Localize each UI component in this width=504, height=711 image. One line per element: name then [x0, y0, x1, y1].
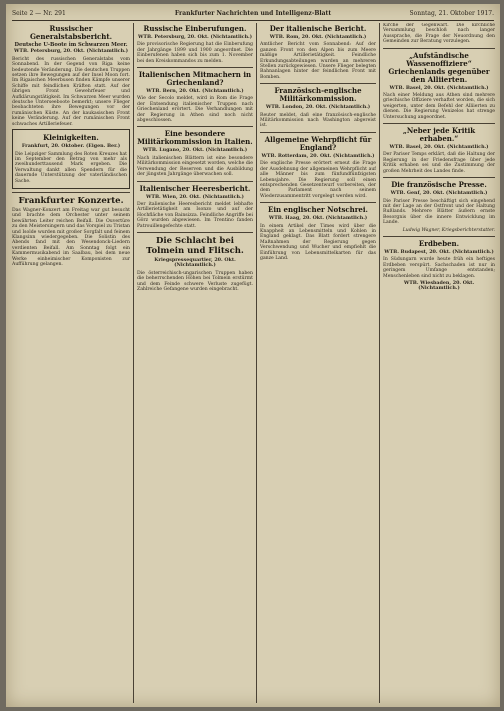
article-dateline: WTB. Genf, 20. Okt. (Nichtamtlich.): [390, 190, 488, 197]
article-body: In Südungarn wurde heute früh ein heftiges Erdbeben verspürt. Sachschaden ist nur in geringem Umfange entstanden; Menschenleben sind nicht zu beklagen.: [383, 257, 495, 279]
article-body: Nach einer Meldung aus Athen sind mehrere griechische Offiziere verhaftet worden, die sich weigerten, unter dem Befehl der Alliierten zu dienen. Die Regierung Venizelos hat strenge Untersuchung angeordnet.: [383, 93, 495, 120]
article-dateline: WTB. Bern, 20. Okt. (Nichtamtlich.): [146, 88, 244, 95]
article-headline: Russische Einberufungen.: [143, 24, 247, 33]
article-body: Die englische Presse erörtert erneut die Frage der Ausdehnung der allgemeinen Wehrpflicht auf alle Männer bis zum fünfundfünfzigsten Lebensjahre. Die Regierung soll einen entsprechenden Gesetzentwurf vorbereiten, der dem Parlament nach seinem Wiederzusammentritt vorgelegt werden wird.: [260, 161, 376, 199]
article-headline: Ein englischer Notschrei.: [268, 205, 368, 215]
column-1: [12, 23, 130, 703]
section-divider: [383, 236, 495, 237]
section-divider: [260, 132, 376, 133]
article-body: Die provisorische Regierung hat die Einberufung der Jahrgänge 1899 und 1900 angeordnet. Die Einberufenen haben sich bis zum 1. November bei den Kreiskommandos zu melden.: [137, 42, 253, 64]
article-dateline: WTB. Rom, 20. Okt. (Nichtamtlich.): [269, 34, 367, 40]
article-body: Nach italienischen Blättern ist eine besondere Militärkommission eingesetzt worden, welche die Verwendung der Reserven und die Ausbildung der jüngsten Jahrgänge überwachen soll.: [137, 155, 253, 178]
article-dateline: WTB. Petersburg, 20. Okt. (Nichtamtlich.): [137, 34, 252, 40]
section-divider: [137, 67, 253, 68]
section-divider: [12, 192, 130, 193]
article-body: Wie der Secolo meldet, wird in Rom die Frage der Entsendung italienischer Truppen nach Griechenland erörtert. Die Verhandlungen mit der Regierung in Athen sind noch nicht abgeschlossen.: [137, 96, 253, 124]
article-dateline: Kriegspressequartier, 20. Okt. (Nichtamtlich.): [154, 256, 236, 269]
article-body: Amtlicher Bericht vom Sonnabend: Auf der ganzen Front von den Alpen bis zum Meere mäßige Artillerietätigkeit. Feindliche Erkundungsabteilungen wurden an mehreren Stellen zurückgewiesen. Unsere Flieger belegten Bahnanlagen hinter der feindlichen Front mit Bomben.: [260, 42, 376, 80]
boxed-notice: [12, 129, 130, 189]
article-body: Reuter meldet, daß eine französisch-englische Militärkommission nach Washington abgereist ist.: [260, 112, 376, 129]
article-body: In einem Artikel der Times wird über die Knappheit an Lebensmitteln und Kohlen in England geklagt. Das Blatt fordert strengere Maßnahmen der Regierung gegen Verschwendung und Wucher und empfiehlt die Einführung von Lebensmittelkarten für das ganze Land.: [260, 223, 376, 261]
article-dateline: WTB. Budapest, 20. Okt. (Nichtamtlich.): [384, 248, 494, 255]
issue-date: Sonntag, 21. Oktober 1917.: [409, 10, 494, 17]
article-headline: Die Schlacht bei Tolmein und Flitsch.: [146, 235, 244, 256]
article-body: Die österreichisch-ungarischen Truppen haben die beherrschenden Höhen bei Tolmein erstürmt und dem Feinde schwere Verluste zugefügt. Zahlreiche Gefangene wurden eingebracht.: [137, 270, 253, 292]
section-divider: [383, 123, 495, 124]
notice-body: Die Leipziger Sammlung des Roten Kreuzes hat im September den Betrag von mehr als zweihunderttausend Mark ergeben. Die Verwaltung dankt allen Spendern für die dauernde Unterstützung der vaterländischen Sache.: [15, 151, 127, 184]
section-divider: [383, 177, 495, 178]
column-rule: [256, 23, 257, 703]
section-divider: [137, 232, 253, 233]
article-dateline: WTB. Wien, 20. Okt. (Nichtamtlich.): [146, 193, 244, 200]
section-divider: [137, 181, 253, 182]
column-3: [260, 23, 376, 703]
article-headline: Allgemeine Wehrpflicht für England?: [264, 134, 372, 152]
article-dateline: WTB. Basel, 20. Okt. (Nichtamtlich.): [389, 84, 489, 91]
article-headline: Italienischer Heeresbericht.: [139, 183, 251, 193]
newspaper-page: [6, 4, 500, 707]
notice-headline: Kleinigkeiten.: [43, 133, 99, 143]
article-dateline: WTB. Haag, 20. Okt. (Nichtamtlich.): [268, 215, 368, 222]
section-divider: [260, 83, 376, 84]
column-rule: [379, 23, 380, 703]
section-divider: [383, 48, 495, 49]
section-divider: [260, 202, 376, 203]
article-headline: Der italienische Bericht.: [269, 24, 367, 33]
article-headline: Die französische Presse.: [391, 180, 487, 190]
article-body: Das Wagner-Konzert am Freitag war gut besucht und brachte dem Orchester unter seinem bewährten Leiter reichen Beifall. Die Ouvertüre zu den Meistersingern und das Vorspiel zu Tristan und Isolde wurden mit großer Sorgfalt und feinem Klangsinn wiedergegeben. Die Solistin des Abends fand mit den Wesendonck-Liedern verdienten Beifall. Am Sonntag folgt ein Kammermusikabend im Saalbau, bei dem neue Werke einheimischer Komponisten zur Aufführung gelangen.: [12, 207, 130, 267]
column-rule: [133, 23, 134, 703]
article-body: Der italienische Heeresbericht meldet lebhafte Artillerietätigkeit am Isonzo und auf der Hochfläche von Bainsizza. Feindliche Angriffe bei Görz wurden abgewiesen. Im Trentino fanden Patrouillengefechte statt.: [137, 201, 253, 229]
newspaper-title: Frankfurter Nachrichten und Intelligenz-Blatt: [174, 10, 332, 17]
article-body: Der Pariser Temps erklärt, daß die Haltung der Regierung in der Friedensfrage über jede Kritik erhaben sei und die Zustimmung der großen Mehrheit des Landes finde.: [383, 152, 495, 174]
article-headline: „Neber jede Kritik erhaben.“: [402, 126, 476, 144]
article-subheadline: Deutsche U-Boote im Schwarzen Meer.: [14, 42, 128, 48]
article-dateline: WTB. Wiesbaden, 20. Okt. (Nichtamtlich.): [403, 279, 475, 292]
article-body: Die Pariser Presse beschäftigt sich eingehend mit der Lage an der Ostfront und der Haltung Rußlands. Mehrere Blätter äußern ernste Besorgnis über die innere Entwicklung im Lande.: [383, 198, 495, 226]
page-header: [12, 8, 494, 21]
page-number: Seite 2 — Nr. 291: [12, 10, 66, 17]
article-body: Bericht des russischen Generalstabs vom Sonnabend. In der Gegend von Riga keine bedeutende Veränderung. Die deutschen Truppen setzen ihre Bewegungen auf der Insel Moon fort. Im Rigaischen Meerbusen finden Kämpfe unserer Schiffe mit feindlichen Kräften statt. Auf der übrigen Front Gewehrfeuer und Aufklärungstätigkeit. Im Schwarzen Meer wurden deutsche Unterseeboote bemerkt; unsere Flieger beobachteten ihre Bewegungen vor der rumänischen Küste. An der kaukasischen Front keine Veränderung. Auf der rumänischen Front schwaches Artilleriefeuer.: [12, 56, 130, 127]
article-headline: Frankfurter Konzerte.: [18, 195, 124, 206]
author-signature: Ludwig Wagner, Kriegsberichterstatter.: [402, 227, 495, 233]
article-dateline: WTB. Rotterdam, 20. Okt. (Nichtamtlich.): [261, 152, 375, 159]
article-headline: Französisch-englische Militärkommission.: [274, 86, 362, 104]
article-dateline: WTB. Lugano, 20. Okt. (Nichtamtlich.): [142, 147, 248, 154]
notice-dateline: Frankfurt, 20. Oktober. (Eigen. Ber.): [21, 143, 121, 150]
article-headline: Russischer Generalstabsbericht.: [29, 24, 113, 41]
article-body: Kirche der Gegenwart. Die kirchliche Versammlung beschloß nach langer Aussprache, die Frage der Neuordnung den Gemeinden zur Beratung vorzulegen.: [383, 23, 495, 45]
section-divider: [137, 126, 253, 127]
column-4: [383, 23, 495, 703]
column-2: [137, 23, 253, 703]
article-dateline: WTB. London, 20. Okt. (Nichtamtlich.): [265, 104, 371, 111]
article-headline: Italienischen Mitmachern in Griechenland?: [138, 70, 252, 88]
article-dateline: WTB. Basel, 20. Okt. (Nichtamtlich.): [389, 144, 489, 151]
article-headline: Eine besondere Militärkommission in Italien.: [137, 129, 253, 147]
article-headline: Erdbeben.: [418, 238, 460, 248]
article-headline: „Aufständische Wassenoffiziere“ Griechenlands gegenüber den Alliierten.: [388, 50, 490, 84]
article-dateline: WTB. Petersburg, 20. Okt. (Nichtamtlich.): [13, 48, 128, 55]
